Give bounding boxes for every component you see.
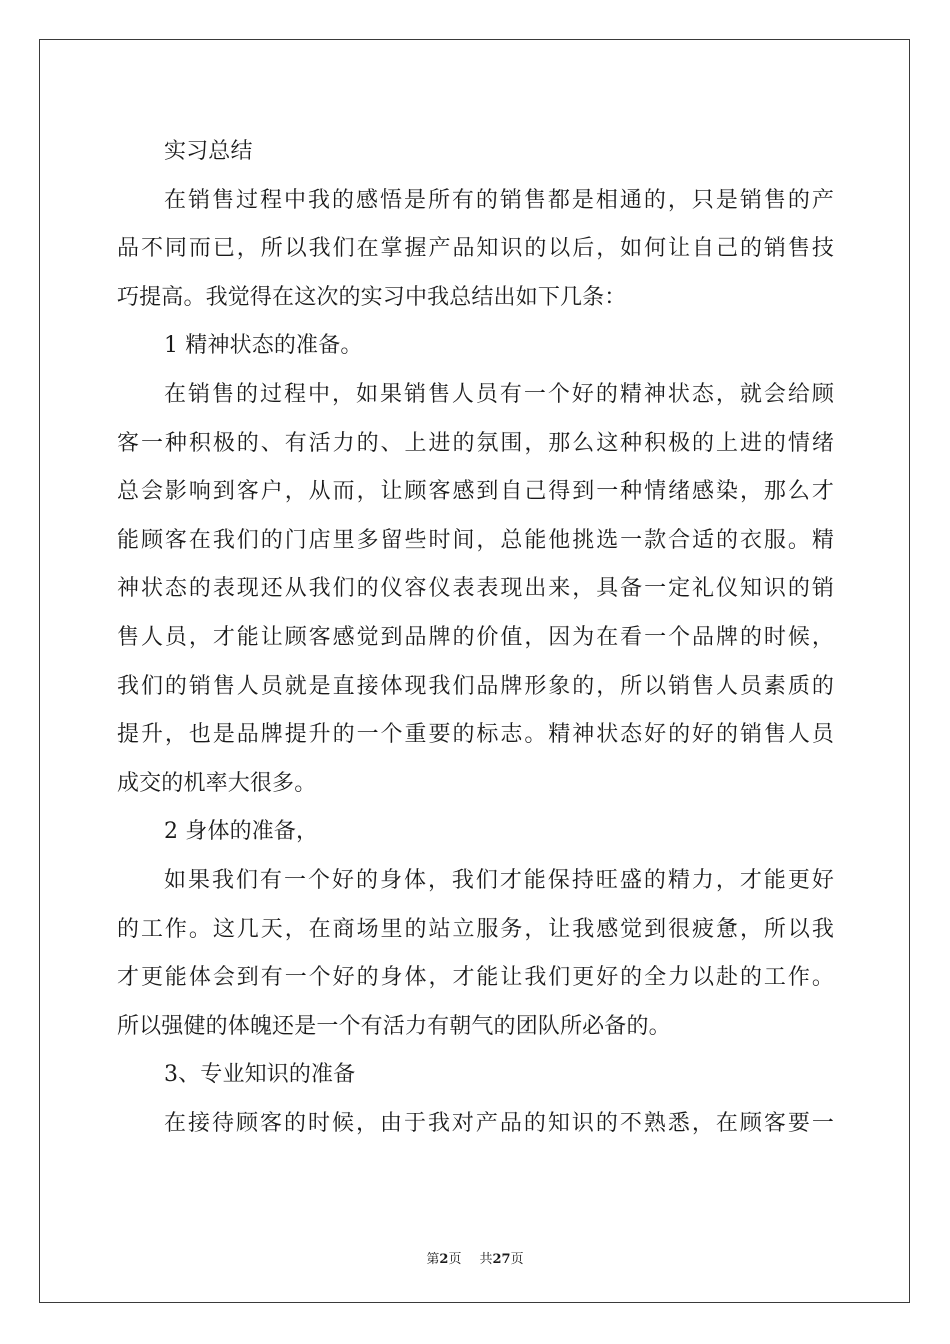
text-line: 我们的销售人员就是直接体现我们品牌形象的，所以销售人员素质的 — [117, 673, 834, 699]
footer-page-number: 2 — [439, 1252, 449, 1267]
footer-total-pages: 27 — [492, 1252, 511, 1267]
document-body — [117, 128, 834, 1148]
text-line: 成交的机率大很多。 — [117, 770, 317, 796]
text-line: 2 身体的准备， — [164, 819, 319, 845]
text-line: 1 精神状态的准备。 — [164, 333, 363, 359]
text-line: 3、专业知识的准备 — [164, 1062, 356, 1088]
text-line: 才更能体会到有一个好的身体，才能让我们更好的全力以赴的工作。 — [117, 965, 834, 991]
text-line: 售人员，才能让顾客感觉到品牌的价值，因为在看一个品牌的时候， — [117, 624, 834, 650]
text-line: 在销售过程中我的感悟是所有的销售都是相通的，只是销售的产 — [164, 187, 834, 213]
text-line: 的工作。这几天，在商场里的站立服务，让我感觉到很疲惫，所以我 — [117, 916, 834, 942]
text-line: 总会影响到客户，从而，让顾客感到自己得到一种情绪感染，那么才 — [117, 479, 834, 505]
page-footer — [0, 1248, 950, 1267]
footer-total-prefix: 共 — [479, 1252, 493, 1267]
footer-page-prefix: 第 — [426, 1252, 440, 1267]
text-line: 实习总结 — [164, 139, 253, 164]
text-line: 品不同而已，所以我们在掌握产品知识的以后，如何让自己的销售技 — [117, 236, 834, 262]
text-line: 如果我们有一个好的身体，我们才能保持旺盛的精力，才能更好 — [164, 867, 834, 893]
text-line: 能顾客在我们的门店里多留些时间，总能他挑选一款合适的衣服。精 — [117, 527, 834, 553]
text-line: 客一种积极的、有活力的、上进的氛围，那么这种积极的上进的情绪 — [117, 430, 834, 456]
text-line: 巧提高。我觉得在这次的实习中我总结出如下几条： — [117, 284, 627, 310]
text-line: 提升，也是品牌提升的一个重要的标志。精神状态好的好的销售人员 — [117, 722, 834, 748]
text-line: 神状态的表现还从我们的仪容仪表表现出来，具备一定礼仪知识的销 — [117, 576, 834, 602]
footer-page-suffix: 页 — [448, 1252, 462, 1267]
text-line: 在接待顾客的时候，由于我对产品的知识的不熟悉，在顾客要一 — [164, 1110, 834, 1136]
footer-total-suffix: 页 — [510, 1252, 524, 1267]
text-line: 在销售的过程中，如果销售人员有一个好的精神状态，就会给顾 — [164, 381, 834, 407]
text-line: 所以强健的体魄还是一个有活力有朝气的团队所必备的。 — [117, 1013, 671, 1039]
